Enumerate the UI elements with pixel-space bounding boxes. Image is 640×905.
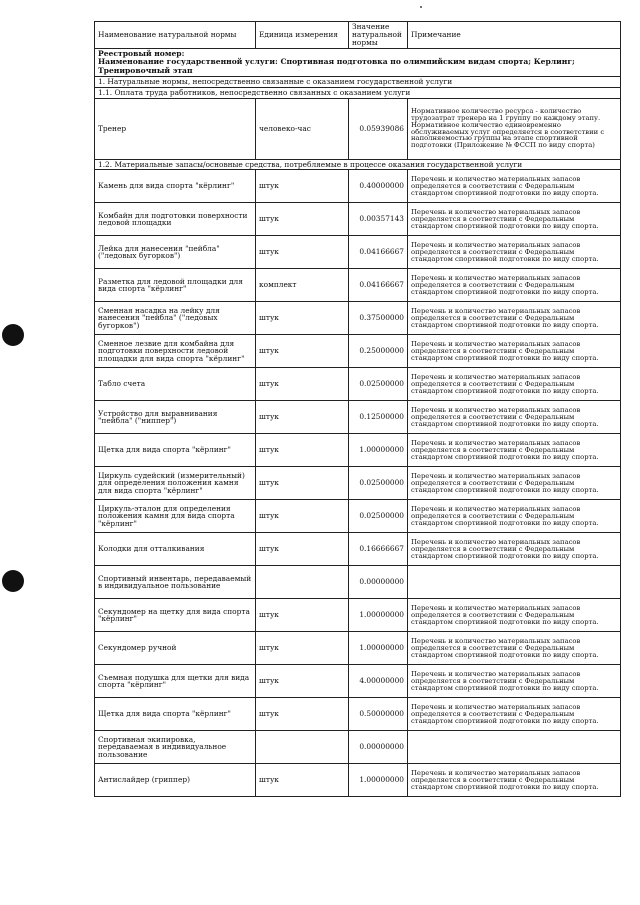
- cell-note: Перечень и количество материальных запасов определяется в соответствии с Федеральным стандартом спортивной подготовки по виду спорта.: [408, 665, 621, 698]
- cell-value: 0.25000000: [349, 335, 408, 368]
- cell-name: Устройство для выравнивания "пейбла" ("ниппер"): [95, 401, 256, 434]
- cell-note: Перечень и количество материальных запасов определяется в соответствии с Федеральным стандартом спортивной подготовки по виду спорта.: [408, 269, 621, 302]
- table-row: [95, 170, 621, 203]
- cell-name: Антислайдер (гриппер): [95, 764, 256, 797]
- section-row: [95, 77, 621, 88]
- cell-name: Разметка для ледовой площадки для вида спорта "кёрлинг": [95, 269, 256, 302]
- cell-value: 0.12500000: [349, 401, 408, 434]
- cell-unit: штук: [256, 203, 349, 236]
- table-row: [95, 335, 621, 368]
- punch-hole-top: [2, 324, 24, 346]
- cell-name: Спортивная экипировка, передаваемая в индивидуальное пользование: [95, 731, 256, 764]
- cell-value: 0.16666667: [349, 533, 408, 566]
- cell-note: Перечень и количество материальных запасов определяется в соответствии с Федеральным стандартом спортивной подготовки по виду спорта.: [408, 632, 621, 665]
- cell-note: Перечень и количество материальных запасов определяется в соответствии с Федеральным стандартом спортивной подготовки по виду спорта.: [408, 203, 621, 236]
- cell-value: 0.04166667: [349, 236, 408, 269]
- cell-name: Колодки для отталкивания: [95, 533, 256, 566]
- cell-value: 0.00000000: [349, 566, 408, 599]
- table-row: [95, 467, 621, 500]
- cell-unit: комплект: [256, 269, 349, 302]
- cell-note: Перечень и количество материальных запасов определяется в соответствии с Федеральным стандартом спортивной подготовки по виду спорта.: [408, 533, 621, 566]
- header-unit: Единица измерения: [256, 22, 349, 49]
- table-row: [95, 98, 621, 159]
- cell-unit: штук: [256, 335, 349, 368]
- table-row: [95, 764, 621, 797]
- cell-value: 0.00357143: [349, 203, 408, 236]
- table-row: [95, 632, 621, 665]
- cell-name: Комбайн для подготовки поверхности ледовой площадки: [95, 203, 256, 236]
- cell-value: 0.50000000: [349, 698, 408, 731]
- section-row: [95, 159, 621, 170]
- cell-value: 0.05939086: [349, 98, 408, 159]
- cell-name: Спортивный инвентарь, передаваемый в индивидуальное пользование: [95, 566, 256, 599]
- section-1-1-label: 1.1. Оплата труда работников, непосредственно связанных с оказанием услуги: [95, 87, 621, 98]
- cell-name: Секундомер на щетку для вида спорта "кёрлинг": [95, 599, 256, 632]
- cell-name: Тренер: [95, 98, 256, 159]
- registry-row: [95, 49, 621, 77]
- cell-value: 0.00000000: [349, 731, 408, 764]
- table-row: [95, 665, 621, 698]
- cell-unit: [256, 566, 349, 599]
- scan-speck: [420, 6, 422, 8]
- cell-unit: штук: [256, 467, 349, 500]
- table-row: [95, 566, 621, 599]
- cell-value: 0.02500000: [349, 467, 408, 500]
- header-value: Значение натуральной нормы: [349, 22, 408, 49]
- cell-name: Циркуль-эталон для определения положения камня для вида спорта "кёрлинг": [95, 500, 256, 533]
- cell-value: 1.00000000: [349, 599, 408, 632]
- table-row: [95, 401, 621, 434]
- cell-unit: штук: [256, 434, 349, 467]
- cell-name: Лейка для нанесения "пейбла" ("ледовых бугорков"): [95, 236, 256, 269]
- section-row: [95, 87, 621, 98]
- cell-note: Перечень и количество материальных запасов определяется в соответствии с Федеральным стандартом спортивной подготовки по виду спорта.: [408, 170, 621, 203]
- cell-unit: штук: [256, 170, 349, 203]
- cell-value: 0.02500000: [349, 500, 408, 533]
- cell-note: Перечень и количество материальных запасов определяется в соответствии с Федеральным стандартом спортивной подготовки по виду спорта.: [408, 698, 621, 731]
- cell-unit: штук: [256, 632, 349, 665]
- norms-table: [94, 21, 621, 797]
- cell-unit: штук: [256, 401, 349, 434]
- cell-unit: штук: [256, 665, 349, 698]
- cell-name: Секундомер ручной: [95, 632, 256, 665]
- table-row: [95, 500, 621, 533]
- cell-name: Сменная насадка на лейку для нанесения "пейбла" ("ледовых бугорков"): [95, 302, 256, 335]
- cell-note: Перечень и количество материальных запасов определяется в соответствии с Федеральным стандартом спортивной подготовки по виду спорта.: [408, 764, 621, 797]
- table-row: [95, 368, 621, 401]
- cell-unit: штук: [256, 764, 349, 797]
- service-name: Наименование государственной услуги: Спортивная подготовка по олимпийским видам спорта; Керлинг; Тренировочный этап: [98, 57, 575, 75]
- cell-unit: штук: [256, 698, 349, 731]
- cell-note: Перечень и количество материальных запасов определяется в соответствии с Федеральным стандартом спортивной подготовки по виду спорта.: [408, 401, 621, 434]
- cell-unit: штук: [256, 236, 349, 269]
- cell-note: [408, 566, 621, 599]
- table-row: [95, 434, 621, 467]
- header-row: [95, 22, 621, 49]
- cell-unit: штук: [256, 533, 349, 566]
- cell-name: Съемная подушка для щетки для вида спорта "кёрлинг": [95, 665, 256, 698]
- cell-note: Перечень и количество материальных запасов определяется в соответствии с Федеральным стандартом спортивной подготовки по виду спорта.: [408, 236, 621, 269]
- section-1-2-label: 1.2. Материальные запасы/основные средства, потребляемые в процессе оказания государственной услуги: [95, 159, 621, 170]
- cell-value: 4.00000000: [349, 665, 408, 698]
- cell-unit: штук: [256, 500, 349, 533]
- cell-note: Перечень и количество материальных запасов определяется в соответствии с Федеральным стандартом спортивной подготовки по виду спорта.: [408, 302, 621, 335]
- table-row: [95, 203, 621, 236]
- cell-value: 1.00000000: [349, 632, 408, 665]
- header-note: Примечание: [408, 22, 621, 49]
- cell-note: Перечень и количество материальных запасов определяется в соответствии с Федеральным стандартом спортивной подготовки по виду спорта.: [408, 368, 621, 401]
- table-row: [95, 599, 621, 632]
- cell-note: Перечень и количество материальных запасов определяется в соответствии с Федеральным стандартом спортивной подготовки по виду спорта.: [408, 467, 621, 500]
- table-row: [95, 698, 621, 731]
- table-row: [95, 302, 621, 335]
- cell-name: Камень для вида спорта "кёрлинг": [95, 170, 256, 203]
- cell-unit: человеко-час: [256, 98, 349, 159]
- cell-value: 0.02500000: [349, 368, 408, 401]
- cell-value: 1.00000000: [349, 434, 408, 467]
- cell-note: Перечень и количество материальных запасов определяется в соответствии с Федеральным стандартом спортивной подготовки по виду спорта.: [408, 599, 621, 632]
- cell-name: Табло счета: [95, 368, 256, 401]
- cell-note: Перечень и количество материальных запасов определяется в соответствии с Федеральным стандартом спортивной подготовки по виду спорта.: [408, 434, 621, 467]
- registry-cell: [95, 49, 621, 77]
- cell-note: Перечень и количество материальных запасов определяется в соответствии с Федеральным стандартом спортивной подготовки по виду спорта.: [408, 500, 621, 533]
- cell-unit: штук: [256, 302, 349, 335]
- cell-name: Щетка для вида спорта "кёрлинг": [95, 698, 256, 731]
- cell-note: Перечень и количество материальных запасов определяется в соответствии с Федеральным стандартом спортивной подготовки по виду спорта.: [408, 335, 621, 368]
- registry-number: Реестровый номер:: [98, 49, 185, 58]
- punch-hole-bottom: [2, 570, 24, 592]
- cell-value: 0.40000000: [349, 170, 408, 203]
- cell-note: [408, 731, 621, 764]
- table-row: [95, 731, 621, 764]
- table-row: [95, 269, 621, 302]
- cell-unit: штук: [256, 599, 349, 632]
- header-name: Наименование натуральной нормы: [95, 22, 256, 49]
- cell-name: Циркуль судейский (измерительный) для определения положения камня для вида спорта "кёрлинг": [95, 467, 256, 500]
- cell-value: 0.37500000: [349, 302, 408, 335]
- cell-unit: штук: [256, 368, 349, 401]
- cell-note: Нормативное количество ресурса - количество трудозатрат тренера на 1 группу по каждому этапу. Нормативное количество единовременно обслуживаемых услуг определяется в соответствии с наполняемостью группы на этапе спортивной подготовки (Приложение № ФССП по виду спорта): [408, 98, 621, 159]
- table-row: [95, 533, 621, 566]
- cell-name: Сменное лезвие для комбайна для подготовки поверхности ледовой площадки для вида спорта "кёрлинг": [95, 335, 256, 368]
- section-1-label: 1. Натуральные нормы, непосредственно связанные с оказанием государственной услуги: [95, 77, 621, 88]
- cell-value: 0.04166667: [349, 269, 408, 302]
- table-row: [95, 236, 621, 269]
- cell-value: 1.00000000: [349, 764, 408, 797]
- cell-name: Щетка для вида спорта "кёрлинг": [95, 434, 256, 467]
- cell-unit: [256, 731, 349, 764]
